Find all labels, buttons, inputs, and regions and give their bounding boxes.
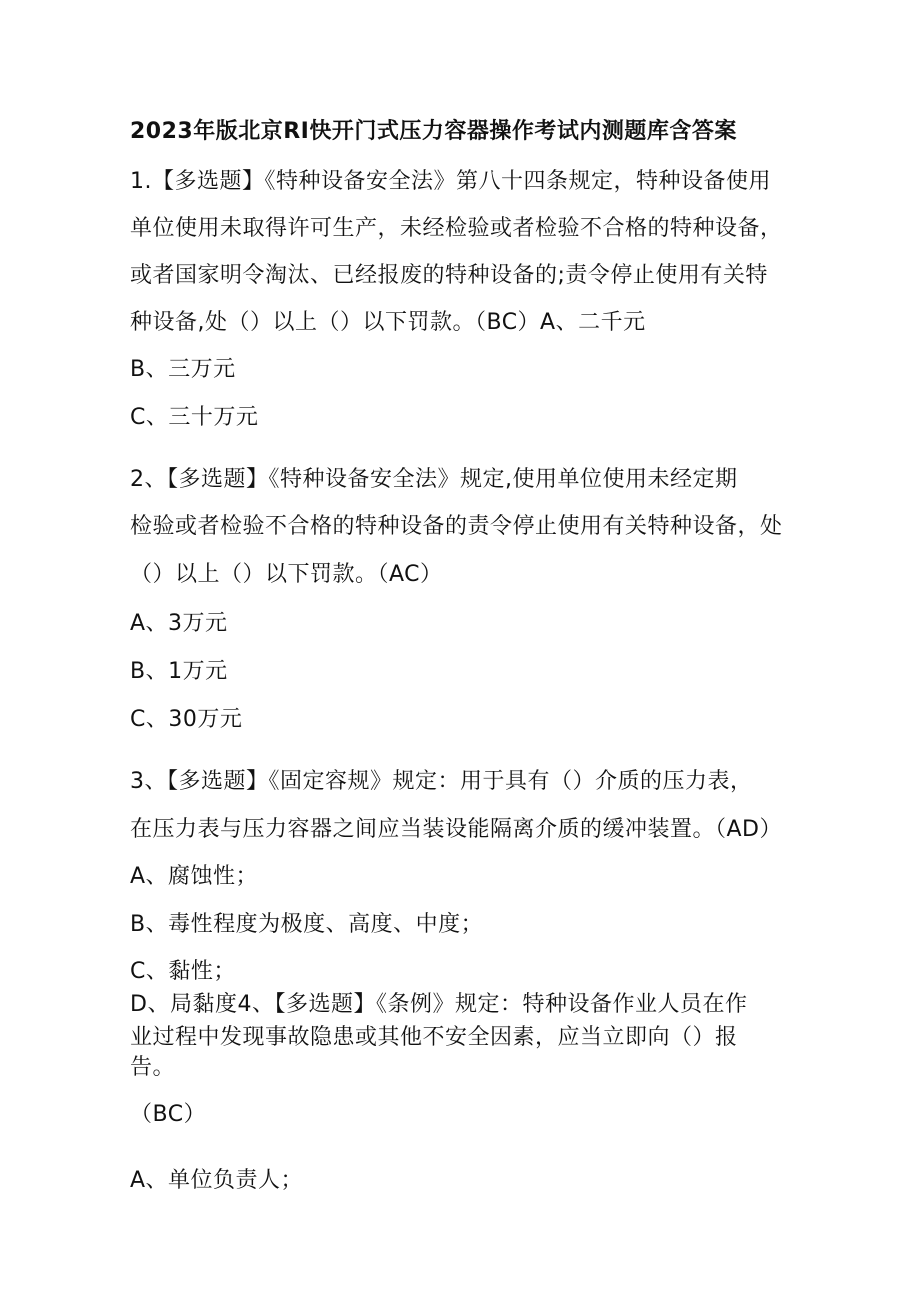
question-4-line-1: D、局黏度4、【多选题】《条例》规定：特种设备作业人员在作 <box>130 992 748 1017</box>
question-4-line-2: 业过程中发现事故隐患或其他不安全因素，应当立即向（）报 <box>130 1025 738 1050</box>
question-3-option-c: C、黏性； <box>130 959 236 984</box>
question-1-line-4: 种设备,处（）以上（）以下罚款。（BC）A、二千元 <box>130 310 646 335</box>
question-2-line-2: 检验或者检验不合格的特种设备的责令停止使用有关特种设备，处 <box>130 514 783 539</box>
question-4-answer: （BC） <box>130 1102 207 1127</box>
question-3-line-2: 在压力表与压力容器之间应当装设能隔离介质的缓冲装置。（AD） <box>130 817 782 842</box>
question-2-option-a: A、3万元 <box>130 611 228 636</box>
question-4-option-a: A、单位负责人； <box>130 1168 304 1193</box>
question-3-option-b: B、毒性程度为极度、高度、中度； <box>130 912 484 937</box>
question-1-line-1: 1.【多选题】《特种设备安全法》第八十四条规定，特种设备使用 <box>130 169 771 194</box>
question-3-option-a: A、腐蚀性； <box>130 864 259 889</box>
question-3-line-1: 3、【多选题】《固定容规》规定：用于具有（）介质的压力表， <box>130 769 753 794</box>
question-1-line-2: 单位使用未取得许可生产，未经检验或者检验不合格的特种设备， <box>130 216 783 241</box>
question-1-option-c: C、三十万元 <box>130 405 259 430</box>
question-2-option-b: B、1万元 <box>130 659 228 684</box>
question-2-line-3: （）以上（）以下罚款。（AC） <box>130 562 443 587</box>
question-1-option-b: B、三万元 <box>130 357 236 382</box>
question-2-option-c: C、30万元 <box>130 707 243 732</box>
question-4-line-3: 告。 <box>130 1055 176 1080</box>
question-1-line-3: 或者国家明令淘汰、已经报废的特种设备的;责令停止使用有关特 <box>130 263 768 288</box>
document-title: 2023年版北京RI快开门式压力容器操作考试内测题库含答案 <box>130 119 737 144</box>
question-2-line-1: 2、【多选题】《特种设备安全法》规定,使用单位使用未经定期 <box>130 467 738 492</box>
